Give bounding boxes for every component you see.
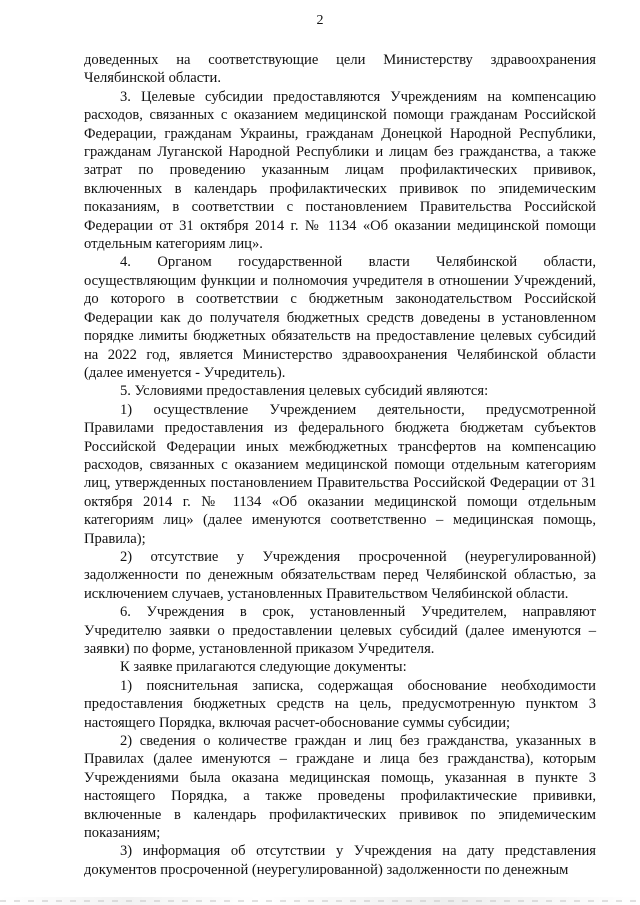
paragraph-item-5: 5. Условиями предоставления целевых субсидий являются: — [120, 383, 489, 400]
paragraph-item-4: 4. Органом государственной власти Челябинской области, осуществляющим функции и полномочия учредителя в отношении Учреждений, до которого в соответствии с бюджетным законодательством Российской Федерации как до получателя бюджетных средств доведены в установленном порядке лимиты бюджетных обязательств на предоставление целевых субсидий на 2022 год, является Министерство здравоохранения Челябинской области (далее именуется - Учредитель). — [84, 254, 596, 381]
paragraph-item-5-2: 2) отсутствие у Учреждения просроченной (неурегулированной) задолженности по денежным обязательствам перед Челябинской областью, за исключением случаев, установленных Правительством Челябинской области. — [84, 548, 596, 602]
paragraph-document-3: 3) информация об отсутствии у Учреждения на дату представления документов просроченной (неурегулированной) задолженности по денежным — [84, 843, 596, 878]
document-body — [84, 51, 596, 879]
scan-marks — [0, 900, 640, 902]
paragraph-item-3: 3. Целевые субсидии предоставляются Учреждениям на компенсацию расходов, связанных с оказанием медицинской помощи гражданам Российской Федерации, гражданам Украины, гражданам Донецкой Народной Республики, гражданам Луганской Народной Республики и лицам без гражданства, а также затрат по проведению указанным лицам профилактических прививок, включенных в календарь профилактических прививок по эпидемическим показаниям, в соответствии с постановлением Правительства Российской Федерации от 31 октября 2014 г. № 1134 «Об оказании медицинской помощи отдельным категориям лиц». — [84, 88, 596, 253]
page-number: 2 — [316, 13, 324, 28]
paragraph-documents-intro: К заявке прилагаются следующие документы: — [120, 659, 407, 676]
paragraph-document-1: 1) пояснительная записка, содержащая обоснование необходимости предоставления бюджетных средств на цель, предусмотренную пунктом 3 настоящего Порядка, включая расчет-обоснование суммы субсидии; — [84, 677, 596, 731]
paragraph-item-6: 6. Учреждения в срок, установленный Учредителем, направляют Учредителю заявки о предоставлении целевых субсидий (далее именуются – заявки) по форме, установленной приказом Учредителя. — [84, 604, 596, 657]
paragraph-document-2: 2) сведения о количестве граждан и лиц без гражданства, указанных в Правилах (далее именуются – граждане и лица без гражданства), которым Учреждениями была оказана медицинская помощь, указанная в пункте 3 настоящего Порядка, а также проведены профилактические прививки, включенные в календарь профилактических прививок по эпидемическим показаниям; — [84, 733, 596, 842]
paragraph-item-5-1: 1) осуществление Учреждением деятельности, предусмотренной Правилами предоставления из федерального бюджета бюджетам субъектов Российской Федерации иных межбюджетных трансфертов на компенсацию расходов, связанных с оказанием медицинской помощи отдельным категориям лиц, утвержденных постановлением Правительства Российской Федерации от 31 октября 2014 г. № 1134 «Об оказании медицинской помощи отдельным категориям лиц» (далее именуются соответственно – медицинская помощь, Правила); — [84, 401, 596, 547]
paragraph-continuation: доведенных на соответствующие цели Министерству здравоохранения Челябинской области. — [84, 52, 596, 87]
